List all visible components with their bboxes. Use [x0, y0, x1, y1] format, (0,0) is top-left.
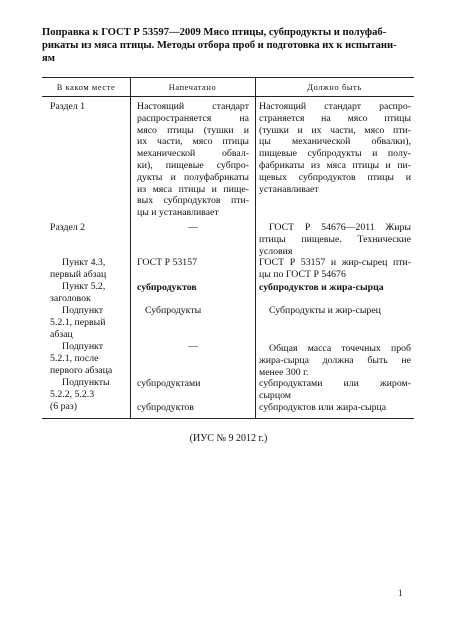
printed-line: [137, 390, 249, 402]
should-be-line: жира-сырца должна быть не: [259, 354, 411, 366]
printed-line: субпродуктов: [137, 401, 194, 413]
place-line: 5.2.2, 5.2.3: [50, 388, 95, 400]
printed-line: из мяса птицы и пище-: [137, 183, 249, 195]
should-be-line: страняется на мясо птицы: [259, 112, 411, 124]
row-5-should-be: [259, 305, 411, 317]
should-be-line: Субпродукты и жир-сырец: [269, 305, 381, 316]
row-4-place: [50, 281, 122, 305]
printed-line: субпродуктов: [137, 282, 197, 293]
should-be-line: (тушки и их части, мясо пти-: [259, 124, 411, 136]
should-be-line: ГОСТ Р 54676—2011 Жиры: [269, 222, 411, 233]
should-be-line: субпродуктов или жира-сырца: [259, 401, 387, 413]
should-be-line: цы механической обвалки),: [259, 136, 411, 148]
printed-line: дукты и полуфабрикаты: [137, 171, 249, 183]
row-2-place: [50, 222, 122, 234]
should-be-line: цы по ГОСТ Р 54676: [259, 268, 346, 280]
header-printed: Напечатано: [168, 83, 217, 92]
table-header-rule: [42, 96, 414, 97]
should-be-line: устанавливает: [259, 183, 319, 195]
column-divider: [255, 77, 256, 418]
document-title: [42, 26, 414, 65]
place-line: Подпункт: [62, 305, 103, 316]
place-line: заголовок: [50, 292, 91, 304]
row-7-printed: [137, 378, 249, 413]
place-line: Пункт 4.3,: [62, 257, 106, 268]
row-7-place: [50, 377, 122, 412]
printed-line: ки), пищевые субпро-: [137, 159, 249, 171]
should-be-line: условия: [259, 245, 293, 257]
should-be-line: менее 300 г.: [259, 366, 309, 378]
should-be-line: ГОСТ Р 53157 и жир-сырец пти-: [259, 257, 411, 268]
row-6-should-be: [259, 343, 411, 378]
place-line: 5.2.1, первый: [50, 316, 106, 328]
should-be-line: пищевые субпродукты и полу-: [259, 148, 411, 160]
row-2-printed: [137, 222, 249, 234]
should-be-line: субпродуктов и жира-сырца: [259, 282, 384, 293]
place-line: Раздел 2: [50, 222, 86, 233]
row-1-printed: [137, 101, 249, 219]
row-5-printed: [137, 305, 249, 317]
should-be-line: щевых субпродуктов птицы и: [259, 171, 411, 183]
place-line: первого абзаца: [50, 364, 113, 376]
header-should-be: Должно быть: [307, 83, 362, 92]
row-4-printed: [137, 282, 249, 294]
title-line: Поправка к ГОСТ Р 53597—2009 Мясо птицы, субпродукты и полуфаб-: [42, 27, 387, 38]
should-be-line: сырцом: [259, 389, 291, 401]
printed-line: цы и устанавливает: [137, 207, 219, 219]
row-7-should-be: [259, 378, 411, 413]
page-number: 1: [398, 588, 403, 598]
row-1-place: [50, 101, 122, 113]
place-line: Подпункт: [62, 341, 103, 352]
row-1-should-be: [259, 101, 411, 195]
place-line: Подпункты: [62, 377, 110, 388]
should-be-line: птицы пищевые. Технические: [259, 233, 411, 245]
should-be-line: субпродуктами или жиром-: [259, 378, 411, 389]
should-be-line: Общая масса точечных проб: [269, 343, 411, 354]
should-be-line: Настоящий стандарт распро-: [259, 101, 411, 112]
title-line: ям: [42, 53, 55, 64]
printed-line: ГОСТ Р 53157: [137, 257, 197, 268]
row-3-should-be: [259, 257, 411, 281]
place-line: 5.2.1, после: [50, 352, 99, 364]
title-line: рикаты из мяса птицы. Методы отбора проб и подготовка их к испытани-: [42, 40, 397, 51]
ius-note: (ИУС № 9 2012 г.): [189, 433, 268, 444]
printed-line: мясо птицы (тушки и: [137, 124, 249, 136]
place-line: (6 раз): [50, 400, 77, 412]
printed-line: —: [188, 222, 198, 233]
printed-line: Настоящий стандарт: [137, 101, 249, 112]
should-be-line: фабрикаты из мяса птицы и пи-: [259, 159, 411, 171]
header-place: В каком месте: [56, 83, 116, 92]
row-5-place: [50, 305, 122, 340]
table-bottom-rule: [42, 418, 414, 419]
printed-line: механической обвал-: [137, 148, 249, 160]
column-divider: [130, 77, 131, 418]
table-top-rule: [42, 77, 414, 78]
row-2-should-be: [259, 222, 411, 257]
printed-line: вых субпродуктов пти-: [137, 195, 249, 207]
row-4-should-be: [259, 282, 411, 294]
place-line: Раздел 1: [50, 101, 86, 112]
row-3-place: [50, 257, 122, 281]
printed-line: распространяется на: [137, 112, 249, 124]
row-3-printed: [137, 257, 249, 269]
printed-line: субпродуктами: [137, 378, 201, 389]
row-6-place: [50, 341, 122, 376]
place-line: абзац: [50, 328, 73, 340]
place-line: Пункт 5.2,: [62, 281, 106, 292]
printed-line: —: [188, 341, 198, 352]
printed-line: их части, мясо птицы: [137, 136, 249, 148]
row-6-printed: [137, 341, 249, 353]
place-line: первый абзац: [50, 268, 107, 280]
printed-line: Субпродукты: [145, 305, 202, 316]
